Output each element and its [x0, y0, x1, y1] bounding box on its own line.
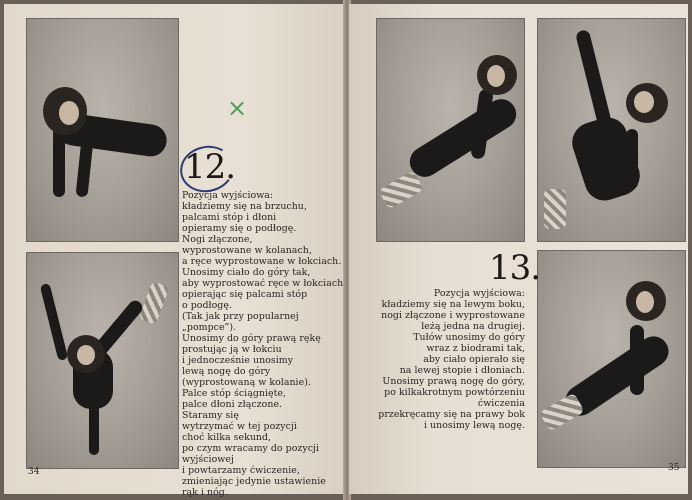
photo-push-up-start [26, 18, 179, 242]
text-line: Pozycja wyjściowa: [182, 190, 274, 201]
text-line: ćwiczenia [477, 398, 525, 409]
text-line: Tułów unosimy do góry [413, 332, 525, 343]
text-line: Unosimy prawą nogę do góry, [382, 376, 525, 387]
text-line: Unosimy ciało do góry tak, [182, 267, 311, 278]
photo-leg-raised [537, 18, 686, 242]
text-line: opierając się palcami stóp [182, 289, 308, 300]
text-line: wraz z biodrami tak, [426, 343, 525, 354]
text-line: a ręce wyprostowane w łokciach. [182, 256, 342, 267]
text-line: wyprostowane w kolanach, [182, 245, 312, 256]
text-line: po czym wracamy do pozycji [182, 443, 320, 454]
left-page [4, 4, 347, 498]
text-line: choć kilka sekund, [182, 432, 272, 443]
text-line: „pompce”). [182, 322, 237, 333]
right-page [349, 4, 688, 494]
exercise-number: 12. [184, 147, 236, 187]
text-line: Unosimy do góry prawą rękę [182, 333, 321, 344]
page-number: 34 [28, 467, 40, 477]
text-line: Nogi złączone, [182, 234, 253, 245]
text-line: kładziemy się na brzuchu, [182, 201, 307, 212]
text-line: prostując ją w łokciu [182, 344, 282, 355]
text-line: i powtarzamy ćwiczenie, [182, 465, 300, 476]
text-line: zmieniając jedynie ustawienie [182, 476, 326, 487]
photo-side-plank-start [376, 18, 525, 242]
text-line: opieramy się o podłogę. [182, 223, 297, 234]
text-line: po kilkakrotnym powtórzeniu [384, 387, 525, 398]
text-line: lewą nogę do góry [182, 366, 271, 377]
text-line: o podłogę. [182, 300, 232, 311]
text-line: (Tak jak przy popularnej [182, 311, 299, 322]
text-line: aby wyprostować ręce w łokciach [182, 278, 344, 289]
text-line: Palce stóp ściągnięte, [182, 388, 287, 399]
photo-arm-leg-raised [26, 252, 179, 469]
text-line: Staramy się [182, 410, 239, 421]
text-line: rąk i nóg. [182, 487, 228, 498]
text-line: aby ciało opierało się [423, 354, 525, 365]
photo-side-plank-turned [537, 250, 686, 468]
text-line: wyjściowej [182, 454, 234, 465]
green-check-mark: × [227, 94, 248, 122]
text-line: kładziemy się na lewym boku, [381, 299, 525, 310]
text-line: i jednocześnie unosimy [182, 355, 294, 366]
page-number: 35 [668, 463, 680, 473]
text-line: Pozycja wyjściowa: [433, 288, 525, 299]
text-line: nogi złączone i wyprostowane [381, 310, 525, 321]
text-line: i unosimy lewą nogę. [423, 420, 525, 431]
text-line: palce dłoni złączone. [182, 399, 283, 410]
text-line: wytrzymać w tej pozycji [182, 421, 297, 432]
text-line: leżą jedna na drugiej. [421, 321, 525, 332]
text-line: na lewej stopie i dłoniach. [399, 365, 525, 376]
exercise-description [365, 288, 525, 431]
exercise-number: 13. [489, 248, 541, 288]
text-line: palcami stóp i dłoni [182, 212, 277, 223]
text-line: przekręcamy się na prawy bok [378, 409, 525, 420]
text-line: (wyprostowaną w kolanie). [182, 377, 311, 388]
exercise-description [182, 190, 343, 498]
